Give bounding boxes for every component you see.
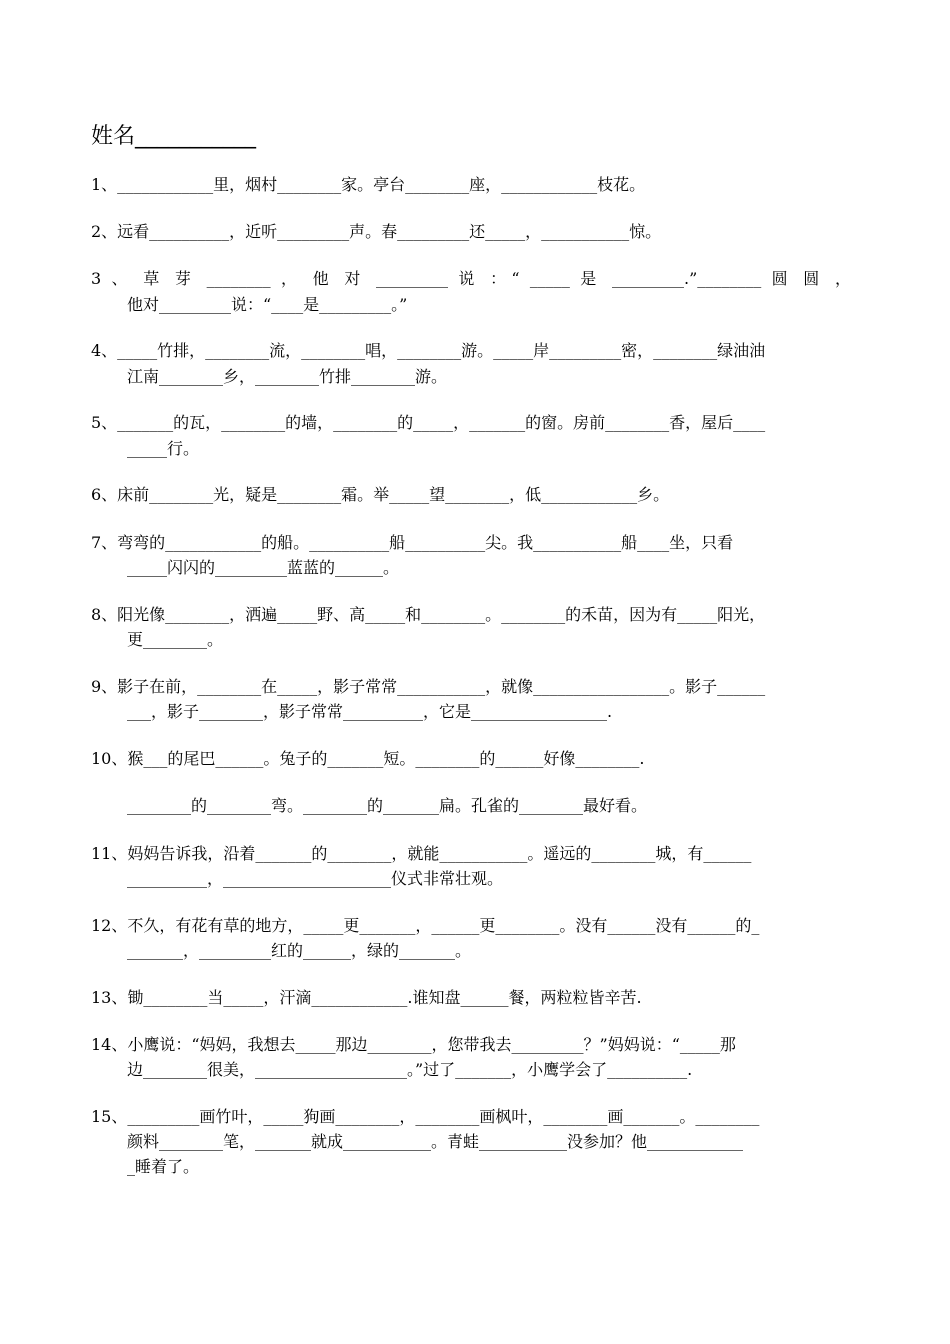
- question-7-line-2: _____闪闪的_________蓝蓝的______。: [127, 558, 400, 577]
- question-8-line-2: 更________。: [127, 630, 224, 649]
- question-10-line-2: ________的________弯。________的_______扁。孔雀的________最好看。: [127, 796, 648, 815]
- question-7-line-1: 7、弯弯的____________的船。__________船__________尖。我___________船____坐，只看: [91, 533, 734, 552]
- question-14-line-2: 边________很美，___________________。”过了_______，小鹰学会了__________.: [127, 1060, 693, 1079]
- question-14-line-1: 14、小鹰说：“妈妈，我想去_____那边________，您带我去_________？”妈妈说：“_____那: [91, 1035, 736, 1054]
- question-11-line-1: 11、妈妈告诉我，沿着_______的________，就能___________。遥远的________城，有______: [91, 844, 752, 863]
- question-12-line-2: _______，_________红的______，绿的_______。: [127, 941, 472, 960]
- question-1-line-1: 1、____________里，烟村________家。亭台________座，____________枝花。: [91, 175, 646, 194]
- question-15-line-2: 颜料________笔，_______就成___________。青蛙___________没参加？他____________: [127, 1132, 744, 1151]
- question-8-line-1: 8、阳光像________，洒遍_____野、高_____和________。________的禾苗，因为有_____阳光，: [91, 605, 766, 624]
- question-9-line-2: ___，影子________，影子常常__________，它是_________________.: [127, 702, 613, 721]
- question-4-line-1: 4、_____竹排，________流，________唱，________游。_____岸_________密，________绿油油: [91, 341, 766, 360]
- question-3-line-2: 他对_________说：“____是_________。”: [127, 295, 408, 314]
- question-4-line-2: 江南________乡，________竹排________游。: [127, 367, 448, 386]
- name-field-label: 姓名___________: [91, 124, 257, 149]
- question-5-line-1: 5、_______的瓦，________的墙，________的_____，_______的窗。房前________香，屋后____: [91, 413, 766, 432]
- question-2-line-1: 2、远看__________，近听_________声。春_________还_____，___________惊。: [91, 222, 662, 241]
- question-9-line-1: 9、影子在前，________在_____，影子常常___________，就像_________________。影子______: [91, 677, 766, 696]
- question-15-line-3: _睡着了。: [127, 1157, 200, 1176]
- question-15-line-1: 15、_________画竹叶，_____狗画________，________画枫叶，________画_______。________: [91, 1107, 760, 1126]
- question-3-line-1: 3 、 草 芽 ________ ， 他 对 _________ 说 ：“ _____ 是 _________.”________ 圆 圆 ，: [91, 269, 851, 288]
- question-12-line-1: 12、不久，有花有草的地方，_____更_______，______更________。没有______没有______的_: [91, 916, 760, 935]
- question-5-line-2: _____行。: [127, 439, 200, 458]
- question-10-line-1: 10、猴___的尾巴______。兔子的_______短。________的______好像________.: [91, 749, 645, 768]
- question-13-line-1: 13、锄________当_____，汗滴____________.谁知盘______餐，两粒粒皆辛苦.: [91, 988, 642, 1007]
- question-11-line-2: __________，_____________________仪式非常壮观。: [127, 869, 504, 888]
- question-6-line-1: 6、床前________光，疑是________霜。举_____望________，低____________乡。: [91, 485, 670, 504]
